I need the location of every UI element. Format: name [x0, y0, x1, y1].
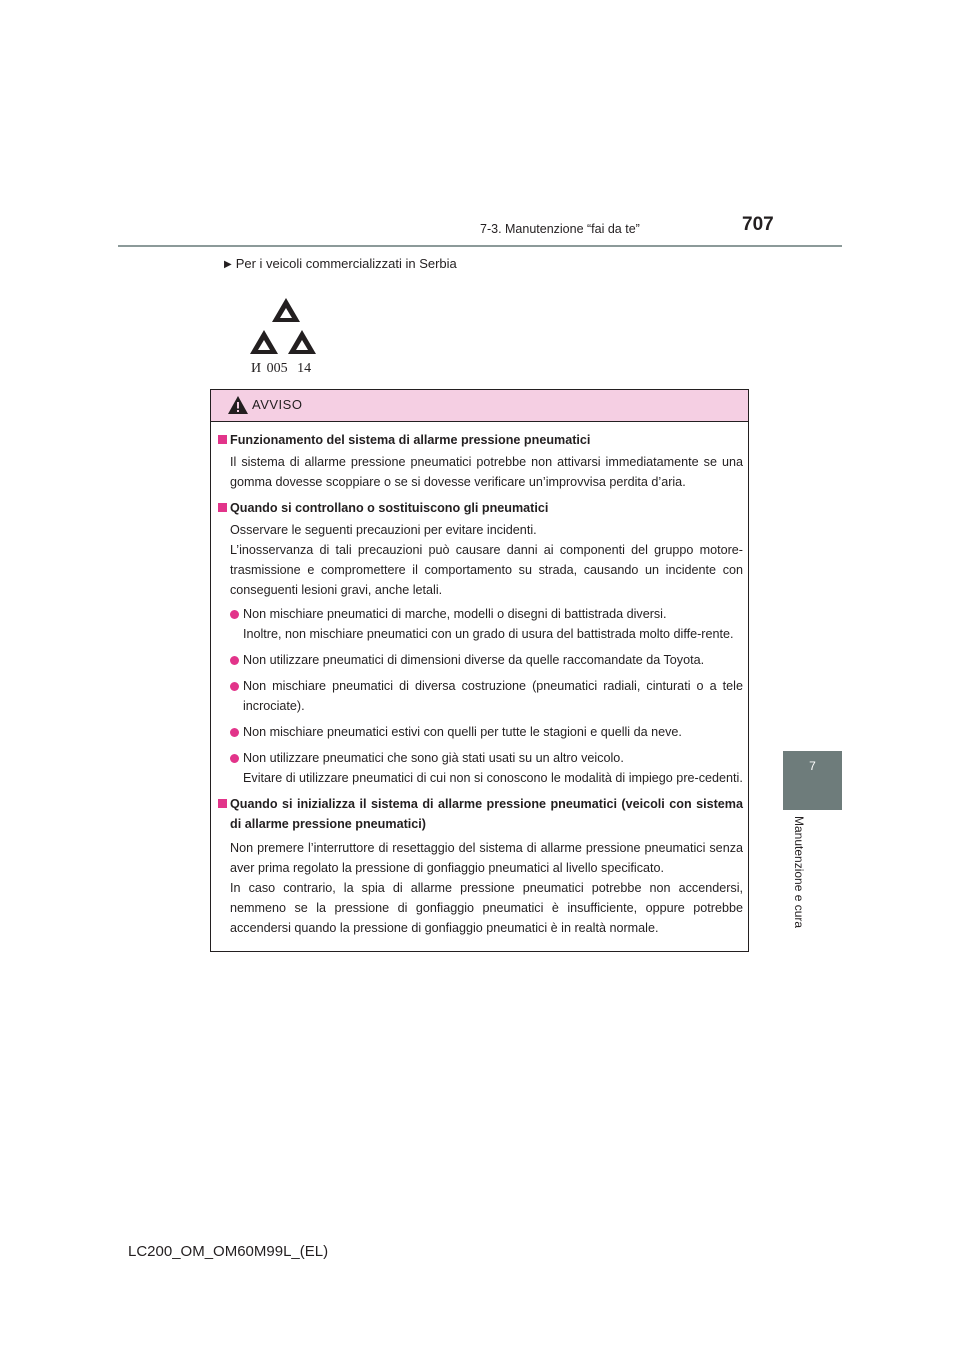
round-bullet-icon — [230, 728, 239, 737]
round-bullet-icon — [230, 610, 239, 619]
market-note — [224, 256, 457, 271]
section-tire-replacement — [218, 498, 743, 788]
list-item: Non utilizzare pneumatici che sono già stati usati su un altro veicolo. Evitare di utilizzare pneumatici di cui non si conoscono le modalità di impiego pre-cedenti. — [218, 748, 743, 788]
warning-box — [210, 389, 749, 952]
square-bullet-icon — [218, 799, 227, 808]
list-item: Non utilizzare pneumatici di dimensioni diverse da quelle raccomandate da Toyota. — [218, 650, 743, 670]
warning-header — [211, 390, 748, 422]
cert-code-prefix: И — [251, 361, 262, 376]
arrow-right-icon: ▶ — [224, 259, 232, 270]
section-heading: Quando si controllano o sostituiscono gli pneumatici — [218, 498, 743, 518]
header-divider — [118, 245, 842, 247]
section-heading: Funzionamento del sistema di allarme pressione pneumatici — [218, 430, 743, 450]
market-note-text: Per i veicoli commercializzati in Serbia — [235, 256, 457, 271]
section-heading: Quando si inizializza il sistema di allarme pressione pneumatici (veicoli con sistema di allarme pressione pneumatici) — [218, 794, 743, 834]
round-bullet-icon — [230, 754, 239, 763]
section-tpms-initialization — [218, 794, 743, 938]
paragraph: In caso contrario, la spia di allarme pressione pneumatici potrebbe non accendersi, nemmeno se la pressione di gonfiaggio pneumatici è insufficiente, oppure potrebbe accendersi quando la pressione di gonfiaggio pneumatici è in realtà normale. — [230, 881, 743, 935]
section-title: 7-3. Manutenzione “fai da te” — [480, 222, 640, 236]
chapter-label: Manutenzione e cura — [792, 816, 806, 929]
paragraph: Osservare le seguenti precauzioni per evitare incidenti. — [230, 523, 537, 537]
paragraph: L’inosservanza di tali precauzioni può causare danni ai componenti del gruppo motore-trasmissione e compromettere il comportamento su strada, causando un incidente con conseguenti lesioni gravi, anche letali. — [230, 543, 743, 597]
document-code: LC200_OM_OM60M99L_(EL) — [128, 1243, 329, 1260]
cert-code-suffix: 14 — [297, 361, 312, 376]
paragraph: Il sistema di allarme pressione pneumatici potrebbe non attivarsi immediatamente se una gomma dovesse scoppiare o se si dovesse verificare un’improvvisa perdita d’aria. — [230, 455, 743, 489]
square-bullet-icon — [218, 435, 227, 444]
paragraph: Non premere l’interruttore di resettaggio del sistema di allarme pressione pneumatici senza aver prima regolato la pressione di gonfiaggio pneumatici al livello specificato. — [230, 841, 743, 875]
right-triangle — [288, 330, 316, 354]
top-triangle — [272, 298, 300, 322]
warning-content — [218, 430, 743, 944]
chapter-tab — [783, 751, 842, 810]
bullet-list — [218, 604, 743, 788]
list-item: Non mischiare pneumatici estivi con quelli per tutte le stagioni e quelli da neve. — [218, 722, 743, 742]
triangles-group — [250, 298, 316, 354]
chapter-number: 7 — [809, 759, 816, 773]
square-bullet-icon — [218, 503, 227, 512]
certification-mark-icon — [246, 296, 326, 378]
svg-text:И 005 14 — [251, 361, 311, 376]
cert-code-number: 005 — [266, 361, 288, 376]
list-item: Non mischiare pneumatici di marche, modelli o disegni di battistrada diversi. Inoltre, non mischiare pneumatici con un grado di usura del battistrada molto diffe-rente. — [218, 604, 743, 644]
list-item: Non mischiare pneumatici di diversa costruzione (pneumatici radiali, cinturati o a tele incrociate). — [218, 676, 743, 716]
left-triangle — [250, 330, 278, 354]
warning-triangle-icon — [227, 395, 249, 415]
round-bullet-icon — [230, 656, 239, 665]
warning-title: AVVISO — [252, 397, 303, 412]
round-bullet-icon — [230, 682, 239, 691]
page-number: 707 — [742, 214, 774, 235]
section-tpms-operation — [218, 430, 743, 492]
